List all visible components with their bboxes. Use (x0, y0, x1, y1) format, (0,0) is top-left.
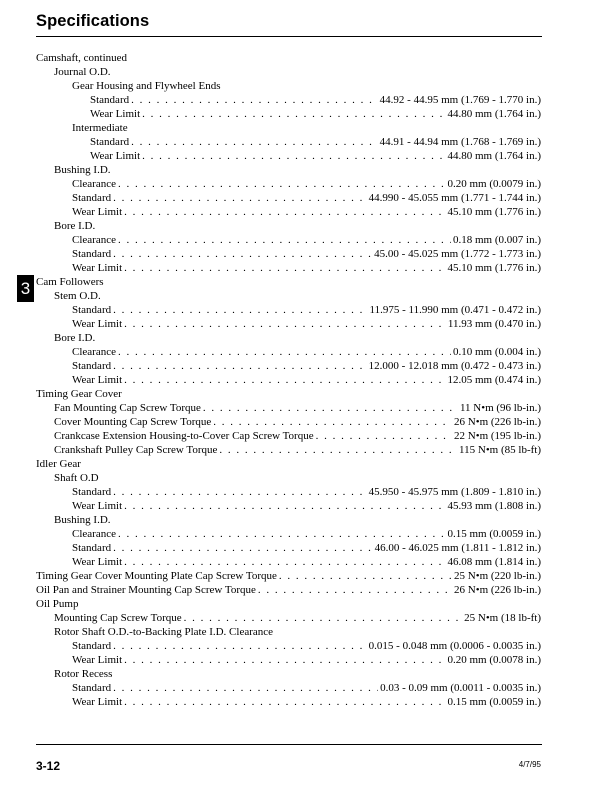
spec-value: 26 N•m (226 lb-in.) (454, 416, 541, 428)
dot-leader (184, 611, 462, 625)
spec-label: Wear Limit (72, 654, 123, 666)
spec-label: Standard (72, 360, 112, 372)
spec-value: 11.975 - 11.990 mm (0.471 - 0.472 in.) (369, 304, 541, 316)
spec-row (36, 611, 541, 625)
dot-leader (124, 261, 445, 275)
spec-heading (36, 457, 541, 471)
spec-label: Crankcase Extension Housing-to-Cover Cap Screw Torque (54, 430, 314, 442)
spec-label: Journal O.D. (54, 66, 111, 78)
spec-label: Standard (72, 542, 112, 554)
dot-leader (131, 135, 378, 149)
dot-leader (118, 233, 451, 247)
spec-label: Standard (72, 640, 112, 652)
spec-row (36, 233, 541, 247)
dot-leader (113, 541, 372, 555)
spec-label: Wear Limit (90, 108, 141, 120)
spec-label: Wear Limit (72, 206, 123, 218)
spec-row (36, 149, 541, 163)
spec-heading (36, 163, 541, 177)
spec-label: Oil Pump (36, 598, 79, 610)
spec-value: 44.80 mm (1.764 in.) (447, 108, 541, 120)
spec-row (36, 415, 541, 429)
spec-row (36, 695, 541, 709)
spec-label: Standard (72, 682, 112, 694)
spec-value: 44.91 - 44.94 mm (1.768 - 1.769 in.) (379, 136, 541, 148)
dot-leader (113, 191, 367, 205)
spec-row (36, 107, 541, 121)
spec-label: Wear Limit (72, 696, 123, 708)
spec-label: Crankshaft Pulley Cap Screw Torque (54, 444, 218, 456)
spec-label: Wear Limit (90, 150, 141, 162)
spec-value: 25 N•m (18 lb-ft) (464, 612, 541, 624)
spec-value: 45.93 mm (1.808 in.) (447, 500, 541, 512)
spec-row (36, 247, 541, 261)
spec-heading (36, 597, 541, 611)
spec-label: Fan Mounting Cap Screw Torque (54, 402, 201, 414)
spec-label: Cam Followers (36, 276, 104, 288)
spec-label: Standard (72, 304, 112, 316)
spec-row (36, 373, 541, 387)
spec-value: 0.10 mm (0.004 in.) (453, 346, 541, 358)
spec-heading (36, 667, 541, 681)
header-rule (36, 36, 542, 37)
spec-row (36, 135, 541, 149)
spec-row (36, 653, 541, 667)
spec-row (36, 359, 541, 373)
dot-leader (113, 359, 367, 373)
spec-label: Bore I.D. (54, 332, 96, 344)
revision-date: 4/7/95 (518, 760, 541, 769)
spec-row (36, 443, 541, 457)
spec-value: 0.015 - 0.048 mm (0.0006 - 0.0035 in.) (368, 640, 541, 652)
spec-value: 12.000 - 12.018 mm (0.472 - 0.473 in.) (368, 360, 541, 372)
spec-row (36, 499, 541, 513)
spec-heading (36, 471, 541, 485)
dot-leader (124, 499, 445, 513)
spec-value: 45.10 mm (1.776 in.) (447, 206, 541, 218)
spec-row (36, 583, 541, 597)
dot-leader (316, 429, 452, 443)
spec-label: Standard (72, 248, 112, 260)
spec-label: Clearance (72, 234, 116, 246)
page-number: 3-12 (36, 759, 61, 773)
spec-heading (36, 219, 541, 233)
spec-value: 46.00 - 46.025 mm (1.811 - 1.812 in.) (374, 542, 541, 554)
spec-row (36, 401, 541, 415)
spec-label: Wear Limit (72, 262, 123, 274)
spec-label: Wear Limit (72, 500, 123, 512)
spec-row (36, 541, 541, 555)
spec-row (36, 191, 541, 205)
dot-leader (113, 681, 378, 695)
dot-leader (113, 639, 367, 653)
spec-value: 45.00 - 45.025 mm (1.772 - 1.773 in.) (374, 248, 541, 260)
spec-label: Intermediate (72, 122, 128, 134)
dot-leader (113, 247, 372, 261)
spec-label: Shaft O.D (54, 472, 99, 484)
spec-value: 0.18 mm (0.007 in.) (453, 234, 541, 246)
spec-row (36, 681, 541, 695)
spec-label: Idler Gear (36, 458, 81, 470)
spec-heading (36, 79, 541, 93)
spec-label: Oil Pan and Strainer Mounting Cap Screw Torque (36, 584, 256, 596)
spec-heading (36, 51, 541, 65)
dot-leader (142, 107, 445, 121)
spec-label: Timing Gear Cover Mounting Plate Cap Screw Torque (36, 570, 277, 582)
spec-row (36, 569, 541, 583)
dot-leader (124, 653, 445, 667)
dot-leader (113, 303, 367, 317)
spec-label: Standard (72, 192, 112, 204)
footer-rule (36, 744, 542, 745)
page-title: Specifications (36, 12, 150, 30)
spec-row (36, 93, 541, 107)
spec-heading (36, 331, 541, 345)
dot-leader (118, 527, 446, 541)
spec-row (36, 429, 541, 443)
dot-leader (118, 345, 451, 359)
dot-leader (279, 569, 452, 583)
spec-row (36, 345, 541, 359)
spec-row (36, 303, 541, 317)
spec-label: Bore I.D. (54, 220, 96, 232)
spec-label: Gear Housing and Flywheel Ends (72, 80, 221, 92)
spec-value: 44.92 - 44.95 mm (1.769 - 1.770 in.) (379, 94, 541, 106)
spec-value: 25 N•m (220 lb-in.) (454, 570, 541, 582)
spec-label: Cover Mounting Cap Screw Torque (54, 416, 212, 428)
spec-label: Rotor Recess (54, 668, 113, 680)
spec-value: 45.950 - 45.975 mm (1.809 - 1.810 in.) (368, 486, 541, 498)
spec-row (36, 639, 541, 653)
spec-heading (36, 65, 541, 79)
spec-label: Bushing I.D. (54, 164, 111, 176)
spec-label: Wear Limit (72, 318, 123, 330)
dot-leader (219, 443, 457, 457)
spec-heading (36, 289, 541, 303)
spec-label: Standard (90, 136, 130, 148)
spec-row (36, 527, 541, 541)
dot-leader (213, 415, 452, 429)
spec-label: Timing Gear Cover (36, 388, 122, 400)
spec-heading (36, 387, 541, 401)
spec-heading (36, 625, 541, 639)
spec-label: Stem O.D. (54, 290, 101, 302)
spec-row (36, 205, 541, 219)
spec-label: Bushing I.D. (54, 514, 111, 526)
dot-leader (203, 401, 458, 415)
spec-label: Standard (90, 94, 130, 106)
spec-label: Clearance (72, 346, 116, 358)
spec-list (36, 51, 541, 709)
spec-value: 0.20 mm (0.0078 in.) (447, 654, 541, 666)
spec-row (36, 317, 541, 331)
spec-value: 0.20 mm (0.0079 in.) (447, 178, 541, 190)
dot-leader (124, 205, 445, 219)
spec-value: 11.93 mm (0.470 in.) (447, 318, 541, 330)
spec-value: 26 N•m (226 lb-in.) (454, 584, 541, 596)
spec-label: Mounting Cap Screw Torque (54, 612, 182, 624)
spec-label: Camshaft, continued (36, 52, 128, 64)
spec-label: Clearance (72, 178, 116, 190)
dot-leader (124, 695, 445, 709)
spec-label: Standard (72, 486, 112, 498)
spec-heading (36, 513, 541, 527)
dot-leader (258, 583, 452, 597)
spec-value: 11 N•m (96 lb-in.) (459, 402, 541, 414)
spec-row (36, 485, 541, 499)
spec-heading (36, 275, 541, 289)
dot-leader (124, 555, 445, 569)
spec-row (36, 555, 541, 569)
section-tab: 3 (17, 275, 34, 302)
spec-value: 46.08 mm (1.814 in.) (447, 556, 541, 568)
spec-label: Rotor Shaft O.D.-to-Backing Plate I.D. Clearance (54, 626, 274, 638)
spec-label: Wear Limit (72, 556, 123, 568)
dot-leader (118, 177, 446, 191)
spec-value: 45.10 mm (1.776 in.) (447, 262, 541, 274)
spec-value: 22 N•m (195 lb-in.) (454, 430, 541, 442)
spec-row (36, 177, 541, 191)
spec-value: 0.15 mm (0.0059 in.) (447, 696, 541, 708)
dot-leader (124, 317, 446, 331)
spec-label: Wear Limit (72, 374, 123, 386)
spec-value: 115 N•m (85 lb-ft) (459, 444, 541, 456)
dot-leader (142, 149, 445, 163)
spec-value: 44.80 mm (1.764 in.) (447, 150, 541, 162)
dot-leader (124, 373, 445, 387)
spec-value: 44.990 - 45.055 mm (1.771 - 1.744 in.) (368, 192, 541, 204)
dot-leader (113, 485, 367, 499)
spec-value: 0.03 - 0.09 mm (0.0011 - 0.0035 in.) (380, 682, 541, 694)
spec-value: 12.05 mm (0.474 in.) (447, 374, 541, 386)
spec-value: 0.15 mm (0.0059 in.) (447, 528, 541, 540)
spec-heading (36, 121, 541, 135)
spec-row (36, 261, 541, 275)
dot-leader (131, 93, 378, 107)
spec-label: Clearance (72, 528, 116, 540)
